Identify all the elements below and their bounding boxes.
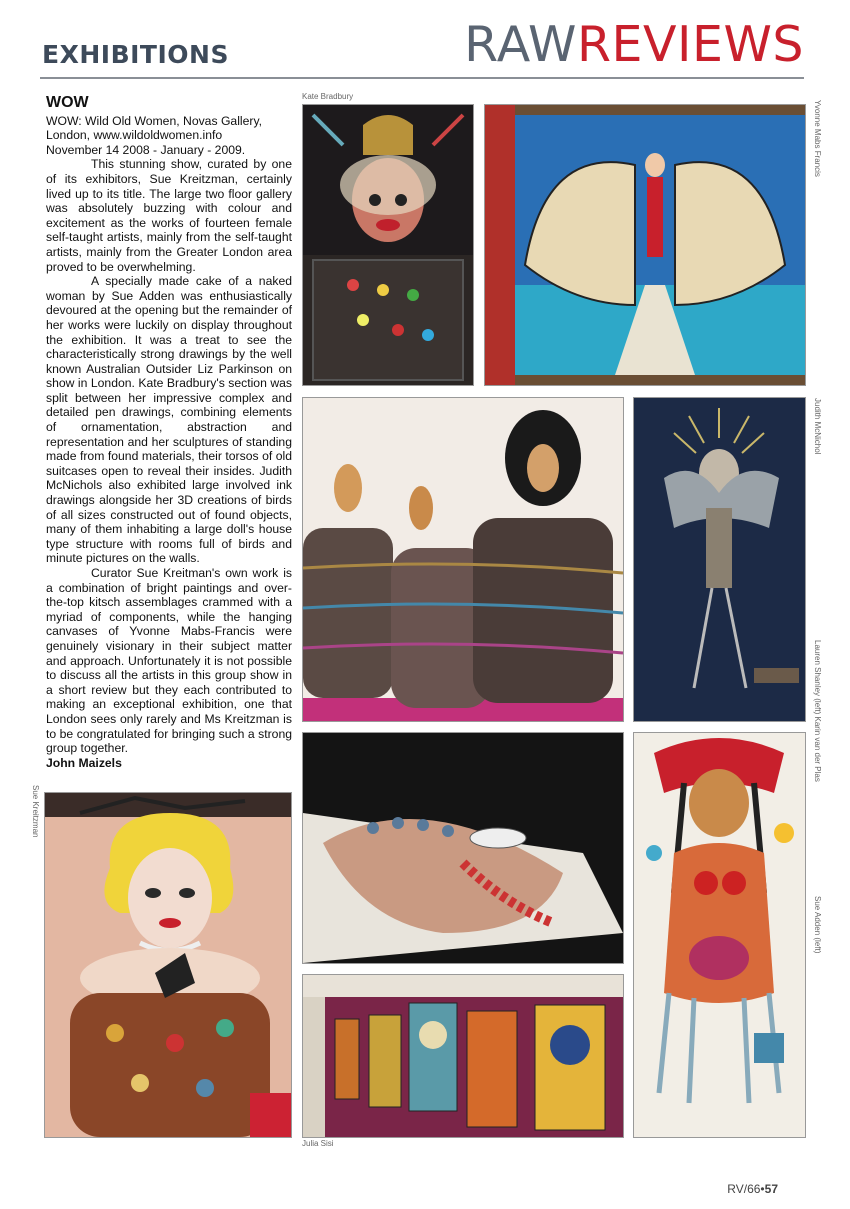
- paragraph-3: Curator Sue Kreitman's own work is a combination of bright paintings and over-the-top kitsch assemblages crammed with a myriad of components, while the hanging canvases of Yvonne Mabs-Francis were genuinely visionary in their subject matter and approach. Unfortunately it is not possible to discuss all the artists in this group show in a short review but they each contributed to making an exceptional exhibition, one that London sees only rarely and Ms Kreitzman is to be congratulated for bringing such a strong group together.: [46, 566, 292, 756]
- folio-prefix: RV/66•: [727, 1182, 765, 1196]
- page-number: 57: [764, 1182, 778, 1196]
- painting-illustration: [485, 105, 805, 385]
- section-title: EXHIBITIONS: [42, 40, 229, 69]
- paragraph-1: This stunning show, curated by one of its exhibitors, Sue Kreitzman, certainly lived up to its title. The large two floor gallery was absolutely buzzing with colour and excitement as the works of fourteen female self-taught artists, mainly from the self-taught artists, mainly from the Greater London area proved to be overwhelming.: [46, 157, 292, 274]
- caption-lauren-karin: Lauren Shanley (left) Karin van der Plas: [813, 640, 822, 782]
- painting-figure-illustration: [634, 733, 805, 1137]
- caption-judith: Judith McNichol: [813, 398, 822, 455]
- paragraph-2: A specially made cake of a naked woman by Sue Adden was enthusiastically devoured at the opening but the remainder of her works were luckily on display throughout the exhibition. It was a treat to see the characteristically strong drawings by the well known Australian Outsider Liz Parkinson on show in London. Kate Bradbury's section was split between her impressive complex and detailed pen drawings, combining elements of ornamentation, abstraction and representation and her sculptures of standing made from found materials, their torsos of old suitcases open to reveal their insides. Judith McNichols also exhibited large involved ink drawings alongside her 3D creations of birds of all sizes constructed out of found objects, many of them inhabiting a large doll's house type structure with rooms full of birds and minute pictures on the walls.: [46, 274, 292, 566]
- exhibition-dates: November 14 2008 - January - 2009.: [46, 142, 246, 157]
- exhibition-venue: WOW: Wild Old Women, Novas Gallery, London, www.wildoldwomen.info: [46, 113, 263, 143]
- sculpture-illustration: [303, 105, 473, 385]
- doll-illustration: [45, 793, 291, 1137]
- photo-kate-bradbury-sculpture: [302, 104, 474, 386]
- caption-sue-adden: Sue Adden (left): [813, 896, 822, 954]
- photo-found-object-figure: [633, 397, 806, 722]
- photo-yvonne-painting: [484, 104, 806, 386]
- brand-reviews: REVIEWS: [577, 16, 804, 73]
- gallery-illustration: [303, 975, 623, 1137]
- author-name: John Maizels: [46, 755, 122, 770]
- photo-kreitzman-assemblage: [44, 792, 292, 1138]
- caption-yvonne: Yvonne Mabs Francis: [813, 100, 822, 177]
- caption-julia-sisi: Julia Sisi: [302, 1139, 334, 1148]
- caption-sue-kreitzman: Sue Kreitzman: [31, 785, 40, 838]
- sculptures-illustration: [303, 398, 623, 721]
- photo-sue-adden-painting: [633, 732, 806, 1138]
- exhibition-info: [46, 114, 292, 158]
- page-folio: [727, 1182, 778, 1196]
- photo-gallery-wall: [302, 974, 624, 1138]
- magazine-brand: [464, 16, 804, 73]
- cake-illustration: [303, 733, 623, 963]
- photo-cake-figure: [302, 732, 624, 964]
- article-title: WOW: [46, 94, 89, 111]
- header-rule: [40, 77, 804, 79]
- caption-kate-bradbury: Kate Bradbury: [302, 92, 354, 101]
- review-article: [46, 96, 292, 770]
- figure-illustration: [634, 398, 805, 721]
- brand-raw: RAW: [464, 16, 577, 73]
- photo-standing-sculptures: [302, 397, 624, 722]
